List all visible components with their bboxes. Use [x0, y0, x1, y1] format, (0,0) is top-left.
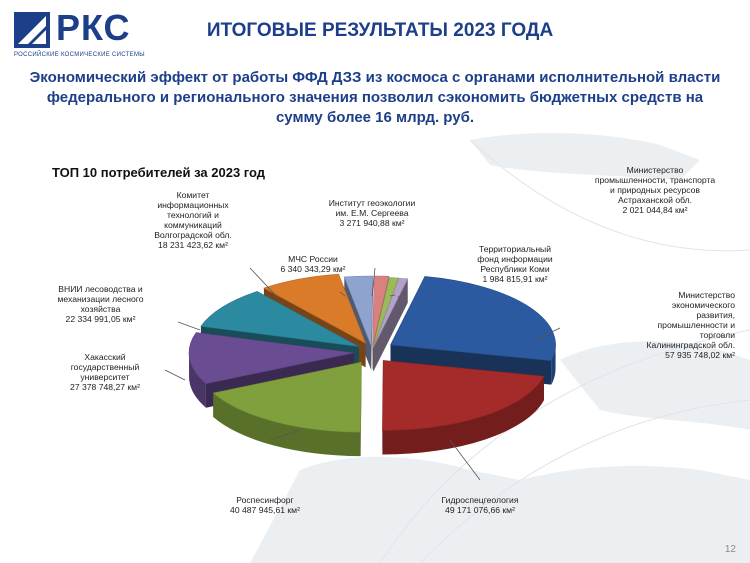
slice-label-line: экономического: [671, 300, 735, 310]
slice-label-line: Роспесинфорг: [236, 495, 294, 505]
slice-unit: км²: [532, 274, 548, 284]
slice-label-line: Калининградской обл.: [646, 340, 735, 350]
slice-value-text: 6 340 343,29: [280, 264, 331, 274]
slice-unit: км²: [389, 218, 405, 228]
slice-label-line: Комитет: [176, 190, 210, 200]
slice-label-line: университет: [80, 372, 130, 382]
slice-label-line: Волгоградской обл.: [154, 230, 232, 240]
slice-value: [450, 274, 580, 284]
slice-value-text: 27 378 748,27: [70, 382, 126, 392]
slice-value-text: 18 231 423,62: [158, 240, 214, 250]
slice-unit: км²: [330, 264, 346, 274]
slice-label-line: Министерство: [626, 165, 684, 175]
leader-line-5: [178, 322, 200, 330]
subtitle-line-3: сумму более 16 млрд. руб.: [275, 109, 475, 126]
slice-unit: км²: [120, 314, 136, 324]
slice-label-line: Гидроспецгеология: [441, 495, 519, 505]
slice-label-10: [450, 244, 580, 284]
slice-label-3: [205, 495, 325, 515]
slice-value: [40, 382, 170, 392]
leader-line-2: [450, 440, 480, 480]
slice-label-1: [607, 290, 735, 360]
slice-label-5: [28, 284, 173, 324]
slice-value-text: 2 021 044,84: [622, 205, 673, 215]
slice-label-2: [420, 495, 540, 515]
slice-value-text: 40 487 945,61: [230, 505, 286, 515]
slice-label-line: Институт геоэкологии: [328, 198, 416, 208]
slice-unit: км²: [672, 205, 688, 215]
slice-value-text: 49 171 076,66: [445, 505, 501, 515]
slice-label-line: государственный: [70, 362, 140, 372]
slice-label-line: хозяйства: [80, 304, 121, 314]
slice-label-6: [128, 190, 258, 250]
slice-unit: км²: [285, 505, 300, 515]
slice-label-line: Республики Коми: [480, 264, 550, 274]
chart-title: ТОП 10 потребителей за 2023 год: [52, 165, 266, 180]
slice-label-line: торговли: [699, 330, 735, 340]
slice-unit: км²: [720, 350, 735, 360]
pie-slice-2: [382, 360, 544, 454]
slice-unit: км²: [500, 505, 515, 515]
slice-value: [205, 505, 325, 515]
slice-label-line: промышленности и: [657, 320, 735, 330]
slice-value-text: 22 334 991,05: [65, 314, 121, 324]
slice-value: [268, 264, 358, 274]
logo-text: РКС: [56, 7, 131, 48]
slice-label-9: [580, 165, 730, 215]
slice-value-text: 3 271 940,88: [339, 218, 390, 228]
slice-label-line: Министерство: [678, 290, 735, 300]
slice-label-line: коммуникаций: [164, 220, 222, 230]
page-title: ИТОГОВЫЕ РЕЗУЛЬТАТЫ 2023 ГОДА: [206, 20, 554, 41]
slice-value-text: 1 984 815,91: [482, 274, 533, 284]
slice-label-line: информационных: [157, 200, 229, 210]
logo-subtext: РОССИЙСКИЕ КОСМИЧЕСКИЕ СИСТЕМЫ: [14, 52, 145, 58]
slice-label-line: промышленности, транспорта: [594, 175, 716, 185]
slice-label-line: МЧС России: [288, 254, 338, 264]
slice-value: [580, 205, 730, 215]
slice-unit: км²: [213, 240, 228, 250]
slice-label-line: Территориальный: [478, 244, 552, 254]
slice-label-4: [40, 352, 170, 392]
slice-label-line: им. Е.М. Сергеева: [335, 208, 409, 218]
slice-label-line: фонд информации: [477, 254, 553, 264]
slice-value: [607, 350, 735, 360]
slice-value: [312, 218, 432, 228]
slice-label-line: Хакасский: [84, 352, 126, 362]
slice-label-line: Астраханской обл.: [617, 195, 693, 205]
slice-label-7: [268, 254, 358, 274]
slice-label-line: технологий и: [167, 210, 219, 220]
slice-value-text: 57 935 748,02: [665, 350, 721, 360]
slice-unit: км²: [125, 382, 140, 392]
subtitle-line-2: федерального и регионального значения позволил сэкономить бюджетных средств на: [46, 89, 704, 106]
slice-label-line: ВНИИ лесоводства и: [58, 284, 143, 294]
slice-value: [28, 314, 173, 324]
slice-label-line: и природных ресурсов: [610, 185, 700, 195]
slice-value: [128, 240, 258, 250]
slice-label-line: механизации лесного: [57, 294, 144, 304]
page-number: 12: [724, 544, 736, 555]
subtitle-line-1: Экономический эффект от работы ФФД ДЗЗ из космоса с органами исполнительной власти: [29, 69, 721, 86]
slice-label-8: [312, 198, 432, 228]
slice-value: [420, 505, 540, 515]
slice-label-line: развития,: [696, 310, 735, 320]
